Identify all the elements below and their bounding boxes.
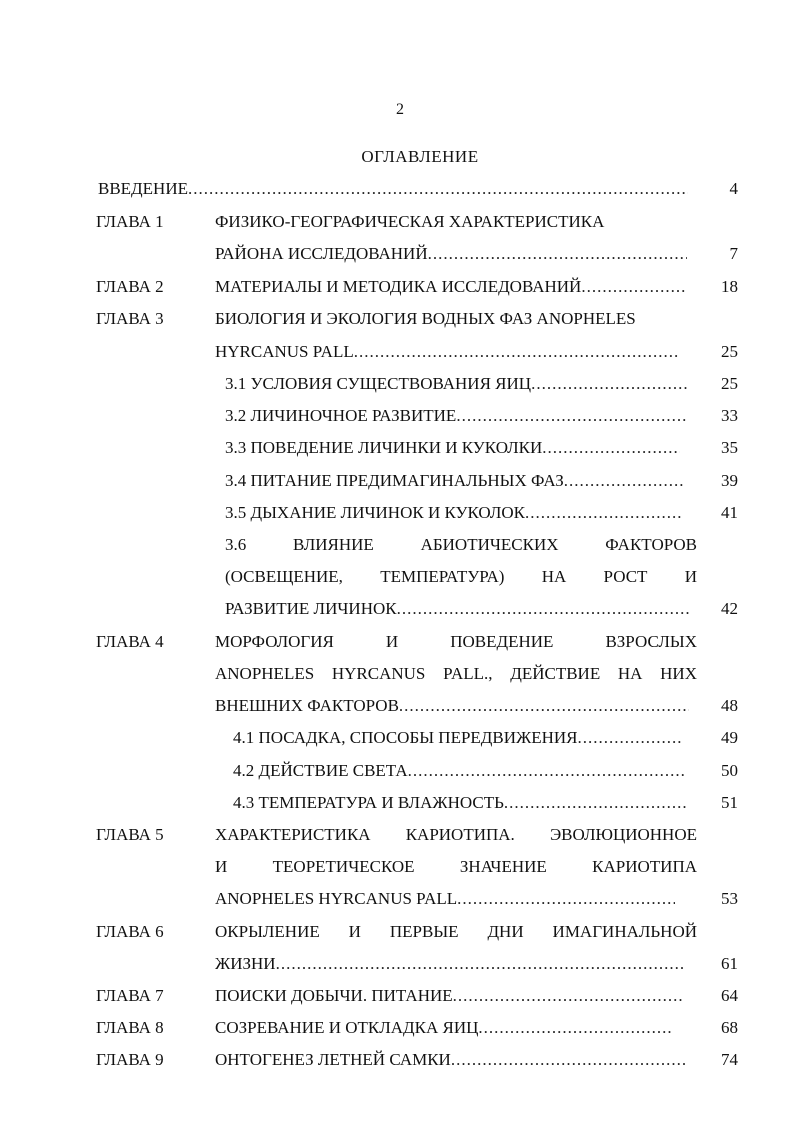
section-3-1 <box>225 374 687 394</box>
leader-dots <box>525 503 682 523</box>
section-3-2-title: 3.2 ЛИЧИНОЧНОЕ РАЗВИТИЕ <box>225 406 457 425</box>
leader-dots <box>354 342 680 362</box>
section-3-6-line-1: 3.6 ВЛИЯНИЕ АБИОТИЧЕСКИХ ФАКТОРОВ <box>225 535 697 554</box>
toc-entry-intro <box>98 179 688 199</box>
chapter-4-page: 48 <box>721 696 738 715</box>
chapter-6-title-line-2 <box>215 954 685 974</box>
leader-dots <box>478 1018 673 1038</box>
section-4-2-title: 4.2 ДЕЙСТВИЕ СВЕТА <box>233 761 408 780</box>
chapter-8-title <box>215 1018 673 1038</box>
chapter-6-page: 61 <box>721 954 738 973</box>
section-3-4 <box>225 471 685 491</box>
chapter-7-page: 64 <box>721 986 738 1005</box>
page-number: 2 <box>396 101 404 118</box>
chapter-2-title <box>215 277 687 297</box>
chapter-6-label: ГЛАВА 6 <box>96 922 164 941</box>
section-4-3 <box>233 793 687 813</box>
chapter-5-title-line-3 <box>215 889 675 909</box>
chapter-2-label: ГЛАВА 2 <box>96 277 164 296</box>
chapter-1-label: ГЛАВА 1 <box>96 212 164 231</box>
section-3-3-page: 35 <box>721 438 738 457</box>
intro-title: ВВЕДЕНИЕ <box>98 179 188 198</box>
chapter-3-title-text: HYRCANUS PALL <box>215 342 354 361</box>
section-3-6-title-text: РАЗВИТИЕ ЛИЧИНОК <box>225 599 397 618</box>
section-3-4-title: 3.4 ПИТАНИЕ ПРЕДИМАГИНАЛЬНЫХ ФАЗ <box>225 471 564 490</box>
section-4-1 <box>233 728 683 748</box>
section-3-6-line-2: (ОСВЕЩЕНИЕ, ТЕМПЕРАТУРА) НА РОСТ И <box>225 567 697 586</box>
section-4-3-title: 4.3 ТЕМПЕРАТУРА И ВЛАЖНОСТЬ <box>233 793 504 812</box>
chapter-5-page: 53 <box>721 889 738 908</box>
chapter-4-title-line-3 <box>215 696 689 716</box>
section-3-5-page: 41 <box>721 503 738 522</box>
chapter-5-title-line-2: И ТЕОРЕТИЧЕСКОЕ ЗНАЧЕНИЕ КАРИОТИПА <box>215 857 697 876</box>
chapter-9-title <box>215 1050 685 1070</box>
chapter-3-page: 25 <box>721 342 738 361</box>
chapter-1-title-line-1: ФИЗИКО-ГЕОГРАФИЧЕСКАЯ ХАРАКТЕРИСТИКА <box>215 212 605 231</box>
section-4-3-page: 51 <box>721 793 738 812</box>
section-3-3-title: 3.3 ПОВЕДЕНИЕ ЛИЧИНКИ И КУКОЛКИ <box>225 438 543 457</box>
chapter-5-title-text: ANOPHELES HYRCANUS PALL <box>215 889 458 908</box>
chapter-3-title-line-1: БИОЛОГИЯ И ЭКОЛОГИЯ ВОДНЫХ ФАЗ ANOPHELES <box>215 309 636 328</box>
chapter-8-page: 68 <box>721 1018 738 1037</box>
chapter-1-page: 7 <box>729 244 738 263</box>
toc-title: ОГЛАВЛЕНИЕ <box>361 147 479 166</box>
section-3-2 <box>225 406 687 426</box>
leader-dots <box>581 277 687 297</box>
chapter-6-title-text: ЖИЗНИ <box>215 954 276 973</box>
chapter-6-title-line-1: ОКРЫЛЕНИЕ И ПЕРВЫЕ ДНИ ИМАГИНАЛЬНОЙ <box>215 922 697 941</box>
chapter-4-title-line-1: МОРФОЛОГИЯ И ПОВЕДЕНИЕ ВЗРОСЛЫХ <box>215 632 697 651</box>
chapter-4-title-line-2: ANOPHELES HYRCANUS PALL., ДЕЙСТВИЕ НА НИХ <box>215 664 697 683</box>
leader-dots <box>457 889 675 909</box>
chapter-5-title-line-1: ХАРАКТЕРИСТИКА КАРИОТИПА. ЭВОЛЮЦИОННОЕ <box>215 825 697 844</box>
section-3-1-title: 3.1 УСЛОВИЯ СУЩЕСТВОВАНИЯ ЯИЦ <box>225 374 532 393</box>
section-3-5 <box>225 503 682 523</box>
chapter-9-page: 74 <box>721 1050 738 1069</box>
leader-dots <box>453 986 683 1006</box>
section-4-1-page: 49 <box>721 728 738 747</box>
chapter-3-label: ГЛАВА 3 <box>96 309 164 328</box>
intro-page: 4 <box>729 179 738 198</box>
chapter-1-title-line-2 <box>215 244 687 264</box>
leader-dots <box>399 696 689 716</box>
leader-dots <box>276 954 685 974</box>
leader-dots <box>531 374 687 394</box>
chapter-7-title <box>215 986 683 1006</box>
chapter-7-title-text: ПОИСКИ ДОБЫЧИ. ПИТАНИЕ <box>215 986 453 1005</box>
chapter-2-title-text: МАТЕРИАЛЫ И МЕТОДИКА ИССЛЕДОВАНИЙ <box>215 277 582 296</box>
chapter-8-label: ГЛАВА 8 <box>96 1018 164 1037</box>
chapter-4-label: ГЛАВА 4 <box>96 632 164 651</box>
section-3-5-title: 3.5 ДЫХАНИЕ ЛИЧИНОК И КУКОЛОК <box>225 503 525 522</box>
leader-dots <box>451 1050 685 1070</box>
leader-dots <box>397 599 689 619</box>
chapter-5-label: ГЛАВА 5 <box>96 825 164 844</box>
section-4-1-title: 4.1 ПОСАДКА, СПОСОБЫ ПЕРЕДВИЖЕНИЯ <box>233 728 578 747</box>
section-3-4-page: 39 <box>721 471 738 490</box>
chapter-1-title-text: РАЙОНА ИССЛЕДОВАНИЙ <box>215 244 428 263</box>
chapter-8-title-text: СОЗРЕВАНИЕ И ОТКЛАДКА ЯИЦ <box>215 1018 479 1037</box>
section-4-2 <box>233 761 685 781</box>
chapter-3-title-line-2 <box>215 342 680 362</box>
leader-dots <box>188 179 688 199</box>
chapter-2-page: 18 <box>721 277 738 296</box>
leader-dots <box>428 244 687 264</box>
section-3-2-page: 33 <box>721 406 738 425</box>
leader-dots <box>578 728 683 748</box>
section-3-6-line-3 <box>225 599 689 619</box>
section-3-6-page: 42 <box>721 599 738 618</box>
chapter-9-title-text: ОНТОГЕНЕЗ ЛЕТНЕЙ САМКИ <box>215 1050 451 1069</box>
chapter-4-title-text: ВНЕШНИХ ФАКТОРОВ <box>215 696 399 715</box>
leader-dots <box>504 793 687 813</box>
leader-dots <box>564 471 685 491</box>
section-3-1-page: 25 <box>721 374 738 393</box>
leader-dots <box>408 761 685 781</box>
chapter-9-label: ГЛАВА 9 <box>96 1050 164 1069</box>
section-4-2-page: 50 <box>721 761 738 780</box>
chapter-7-label: ГЛАВА 7 <box>96 986 164 1005</box>
leader-dots <box>456 406 687 426</box>
section-3-3 <box>225 438 680 458</box>
leader-dots <box>542 438 680 458</box>
